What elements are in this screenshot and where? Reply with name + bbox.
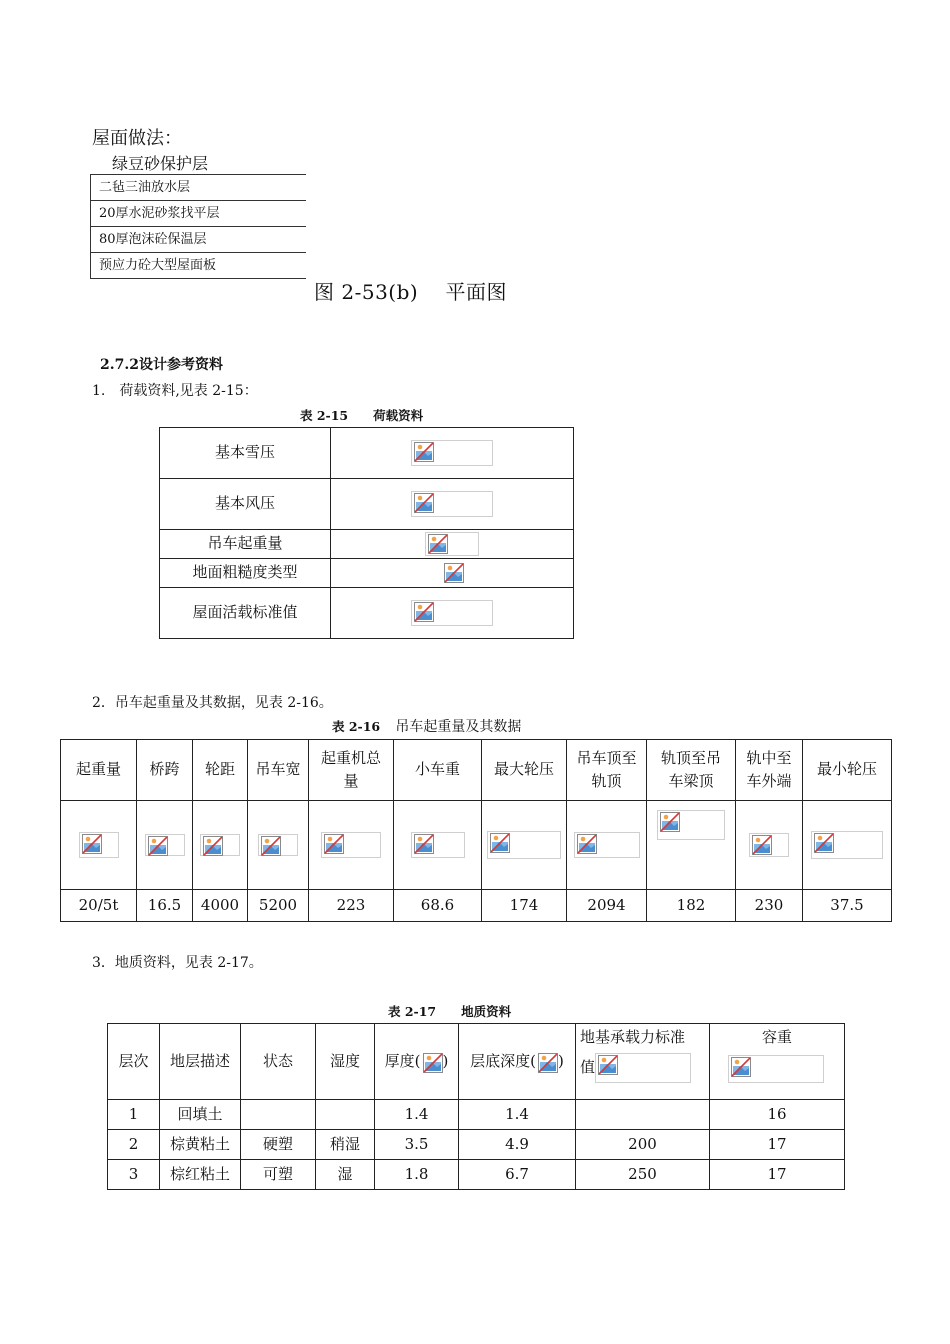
table16-header-cell: 起重机总量	[309, 740, 394, 801]
table16-value-cell: 5200	[248, 890, 309, 922]
table16-value-cell: 174	[482, 890, 567, 922]
table16-unit-cell	[394, 801, 482, 890]
table17-header-thickness	[375, 1024, 459, 1100]
table16-caption	[332, 716, 521, 736]
broken-image-icon	[487, 831, 561, 859]
table17-cell: 稍湿	[316, 1130, 375, 1160]
table16-unit-cell	[137, 801, 193, 890]
table17-header-cell: 湿度	[316, 1024, 375, 1100]
table17-cell: 2	[108, 1130, 160, 1160]
table16-header-cell: 轨顶至吊车梁顶	[647, 740, 736, 801]
table17-header-depth	[459, 1024, 576, 1100]
table17-cell: 湿	[316, 1160, 375, 1190]
table15-value-cell	[331, 559, 574, 588]
table17-cell: 1.4	[459, 1100, 576, 1130]
table16-header-cell: 起重量	[61, 740, 137, 801]
broken-image-icon	[79, 832, 119, 858]
table16-unit-cell	[309, 801, 394, 890]
crane-table	[60, 739, 892, 922]
table15-label-roof-live: 屋面活载标准值	[160, 588, 331, 639]
table15-value-cell	[331, 428, 574, 479]
roof-layer-2: 二毡三油放水层	[90, 175, 306, 201]
table17-cell: 棕黄粘土	[160, 1130, 241, 1160]
table17-cell: 1.4	[375, 1100, 459, 1130]
table16-unit-cell	[61, 801, 137, 890]
table17-cell: 回填土	[160, 1100, 241, 1130]
table17-cell	[241, 1100, 316, 1130]
table17-cell: 6.7	[459, 1160, 576, 1190]
broken-image-icon	[411, 832, 465, 858]
roof-layer-4: 80厚泡沫砼保温层	[90, 227, 306, 253]
table16-unit-cell	[803, 801, 892, 890]
broken-image-icon	[411, 440, 493, 466]
section-title: 2.7.2设计参考资料	[100, 357, 223, 373]
item-2-text: 2．吊车起重量及其数据，见表 2-16。	[92, 695, 333, 711]
table17-cell: 3	[108, 1160, 160, 1190]
table15-label-snow: 基本雪压	[160, 428, 331, 479]
table17-header-bearing	[576, 1024, 710, 1100]
geology-table	[107, 1023, 845, 1190]
broken-image-icon	[442, 562, 462, 584]
broken-image-icon	[728, 1055, 824, 1083]
table16-unit-cell	[736, 801, 803, 890]
bearing-label-line2	[580, 1053, 709, 1083]
table17-header-cell: 状态	[241, 1024, 316, 1100]
table17-cell: 250	[576, 1160, 710, 1190]
table16-header-cell: 轨中至车外端	[736, 740, 803, 801]
table16-value-cell: 182	[647, 890, 736, 922]
broken-image-icon	[258, 834, 298, 856]
table16-value-cell: 37.5	[803, 890, 892, 922]
bearing-label-value: 值	[580, 1058, 596, 1077]
broken-image-icon	[145, 834, 185, 856]
table15-label-crane: 吊车起重量	[160, 530, 331, 559]
unit-weight-label: 容重	[761, 1028, 792, 1046]
table16-header-cell: 桥跨	[137, 740, 193, 801]
broken-image-icon	[425, 532, 479, 556]
table16-header-cell: 最大轮压	[482, 740, 567, 801]
table16-header-cell: 吊车宽	[248, 740, 309, 801]
table17-cell: 17	[710, 1130, 845, 1160]
roof-layer-5: 预应力砼大型屋面板	[90, 253, 306, 279]
table16-value-cell: 68.6	[394, 890, 482, 922]
depth-label: 层底深度(	[470, 1051, 536, 1070]
depth-close-paren: )	[558, 1051, 564, 1070]
item-3-text: 3．地质资料，见表 2-17。	[92, 955, 263, 971]
table17-cell: 3.5	[375, 1130, 459, 1160]
table16-unit-cell	[567, 801, 647, 890]
broken-image-icon	[321, 832, 381, 858]
broken-image-icon	[411, 491, 493, 517]
broken-image-icon	[411, 600, 493, 626]
bearing-label-line1: 地基承载力标准	[580, 1028, 686, 1046]
broken-image-icon	[200, 834, 240, 856]
table17-header-cell: 层次	[108, 1024, 160, 1100]
table16-header-cell: 吊车顶至轨顶	[567, 740, 647, 801]
table17-cell: 棕红粘土	[160, 1160, 241, 1190]
table17-cell: 硬塑	[241, 1130, 316, 1160]
table16-header-cell: 最小轮压	[803, 740, 892, 801]
roof-layer-list	[90, 174, 306, 279]
table16-unit-cell	[248, 801, 309, 890]
load-table	[159, 427, 574, 639]
table15-caption: 表 2-15 荷载资料	[300, 408, 424, 423]
thickness-close-paren: )	[442, 1051, 449, 1070]
table17-cell: 4.9	[459, 1130, 576, 1160]
table16-value-cell: 223	[309, 890, 394, 922]
figure-caption: 图 2-53(b) 平面图	[314, 280, 508, 304]
table16-value-cell: 20/5t	[61, 890, 137, 922]
item-1-text: 1. 荷载资料,见表 2-15：	[92, 383, 258, 399]
table15-label-roughness: 地面粗糙度类型	[160, 559, 331, 588]
broken-image-icon	[574, 832, 640, 858]
roof-layer-1: 绿豆砂保护层	[112, 154, 209, 173]
thickness-label: 厚度(	[384, 1051, 421, 1070]
table17-caption: 表 2-17 地质资料	[388, 1004, 512, 1019]
table17-cell	[576, 1100, 710, 1130]
roof-layer-3: 20厚水泥砂浆找平层	[90, 201, 306, 227]
broken-image-icon	[536, 1052, 558, 1072]
table17-cell: 1	[108, 1100, 160, 1130]
table17-cell	[316, 1100, 375, 1130]
table16-value-cell: 16.5	[137, 890, 193, 922]
table16-value-cell: 4000	[193, 890, 248, 922]
table16-value-cell: 230	[736, 890, 803, 922]
table15-value-cell	[331, 479, 574, 530]
broken-image-icon	[657, 810, 725, 840]
broken-image-icon	[749, 833, 789, 857]
table15-value-cell	[331, 530, 574, 559]
broken-image-icon	[595, 1053, 691, 1083]
roof-method-title: 屋面做法：	[92, 128, 182, 149]
table16-unit-cell	[193, 801, 248, 890]
table17-cell: 可塑	[241, 1160, 316, 1190]
table16-header-cell: 轮距	[193, 740, 248, 801]
table15-label-wind: 基本风压	[160, 479, 331, 530]
table16-value-cell: 2094	[567, 890, 647, 922]
unit-weight-unit	[710, 1055, 844, 1083]
table16-unit-cell	[647, 801, 736, 890]
table16-header-cell: 小车重	[394, 740, 482, 801]
table16-caption-title: 吊车起重量及其数据	[395, 719, 522, 735]
table17-cell: 17	[710, 1160, 845, 1190]
table16-unit-cell	[482, 801, 567, 890]
table16-caption-number: 表 2-16	[332, 719, 381, 734]
table17-cell: 1.8	[375, 1160, 459, 1190]
table17-header-unit-weight	[710, 1024, 845, 1100]
broken-image-icon	[811, 831, 883, 859]
table15-value-cell	[331, 588, 574, 639]
broken-image-icon	[421, 1052, 443, 1072]
table17-header-cell: 地层描述	[160, 1024, 241, 1100]
table17-cell: 200	[576, 1130, 710, 1160]
table17-cell: 16	[710, 1100, 845, 1130]
